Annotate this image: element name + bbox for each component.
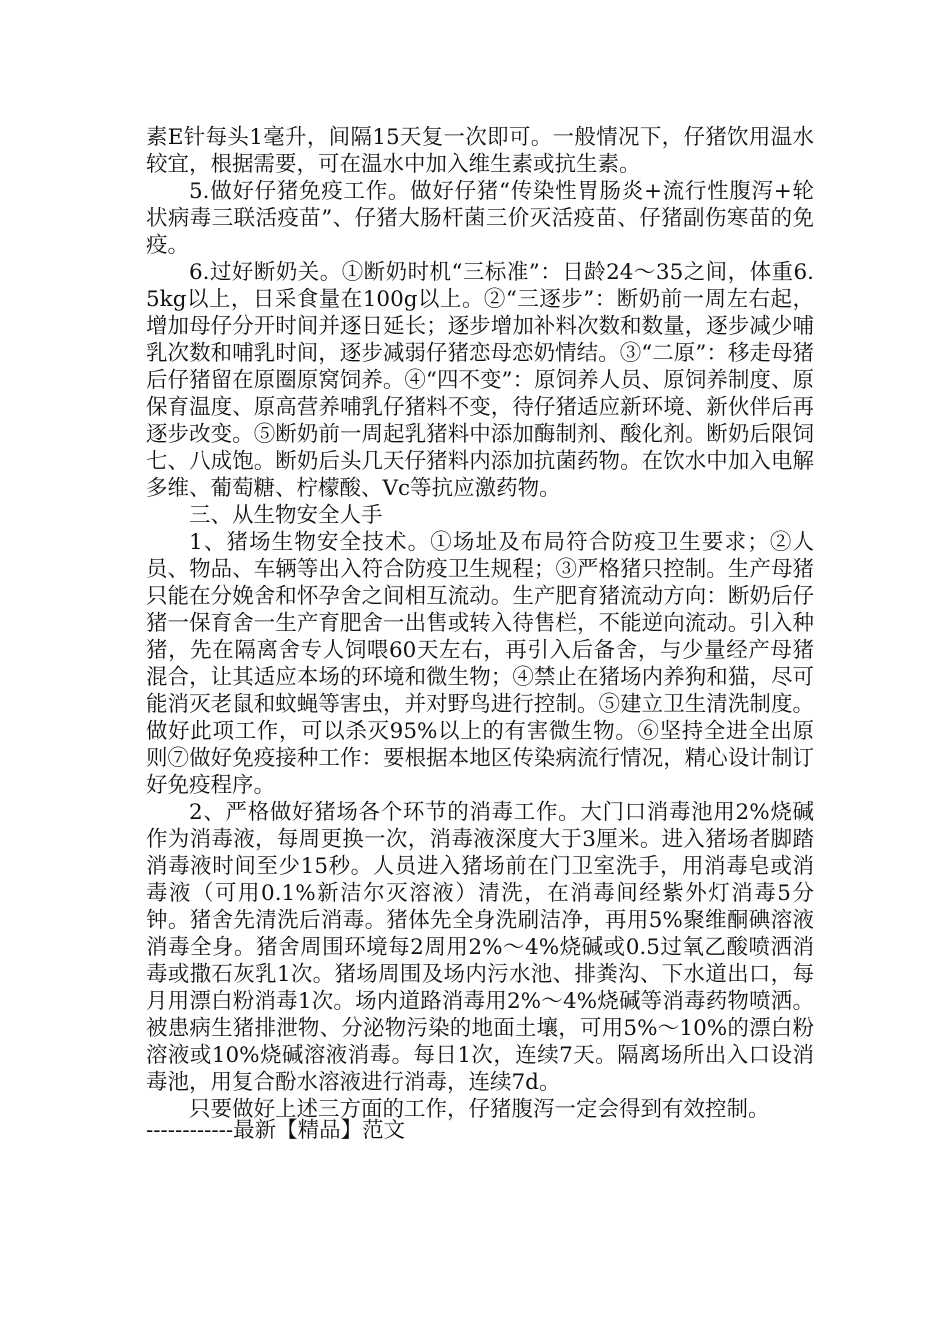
paragraph-weaning: 6.过好断奶关。①断奶时机“三标准”：日龄24～35之间，体重6.5kg以上，日采食量在100g以上。②“三逐步”：断奶前一周左右起，增加母仔分开时间并逐日延长；逐步增加补料次数和数量，逐步减少哺乳次数和哺乳时间，逐步减弱仔猪恋母恋奶情结。③“二原”：移走母猪后仔猪留在原圈原窝饲养。④“四不变”：原饲养人员、原饲养制度、原保育温度、原高营养哺乳仔猪料不变，待仔猪适应新环境、新伙伴后再逐步改变。⑤断奶前一周起乳猪料中添加酶制剂、酸化剂。断奶后限饲七、八成饱。断奶后头几天仔猪料内添加抗菌药物。在饮水中加入电解多维、葡萄糖、柠檬酸、Vc等抗应激药物。 bbox=[146, 260, 814, 501]
paragraph-vitamin-e: 素E针每头1毫升，间隔15天复一次即可。一般情况下，仔猪饮用温水较宜，根据需要，可在温水中加入维生素或抗生素。 bbox=[146, 125, 814, 177]
section-heading-biosecurity: 三、从生物安全人手 bbox=[189, 503, 383, 528]
paragraph-biosecurity-technology: 1、猪场生物安全技术。①场址及布局符合防疫卫生要求；②人员、物品、车辆等出入符合防疫卫生规程；③严格猪只控制。生产母猪只能在分娩舍和怀孕舍之间相互流动。生产肥育猪流动方向：断奶后仔猪一保育舍一生产育肥舍一出售或转入待售栏，不能逆向流动。引入种猪，先在隔离舍专人饲喂60天左右，再引入后备舍，与少量经产母猪混合，让其适应本场的环境和微生物；④禁止在猪场内养狗和猫，尽可能消灭老鼠和蚊蝇等害虫，并对野鸟进行控制。⑤建立卫生清洗制度。做好此项工作，可以杀灭95%以上的有害微生物。⑥坚持全进全出原则⑦做好免疫接种工作：要根据本地区传染病流行情况，精心设计制订好免疫程序。 bbox=[146, 530, 814, 798]
paragraph-immunization: 5.做好仔猪免疫工作。做好仔猪“传染性胃肠炎+流行性腹泻+轮状病毒三联活疫苗”、仔猪大肠杆菌三价灭活疫苗、仔猪副伤寒苗的免疫。 bbox=[146, 179, 814, 258]
document-body bbox=[146, 124, 814, 1123]
footer-text: ------------最新【精品】范文 bbox=[146, 1118, 406, 1143]
paragraph-disinfection: 2、严格做好猪场各个环节的消毒工作。大门口消毒池用2%烧碱作为消毒液，每周更换一次，消毒液深度大于3厘米。进入猪场者脚踏消毒液时间至少15秒。人员进入猪场前在门卫室洗手，用消毒皂或消毒液（可用0.1%新洁尔灭溶液）清洗，在消毒间经紫外灯消毒5分钟。猪舍先清洗后消毒。猪体先全身洗刷洁净，再用5%聚维酮碘溶液消毒全身。猪舍周围环境每2周用2%～4%烧碱或0.5过氧乙酸喷洒消毒或撒石灰乳1次。猪场周围及场内污水池、排粪沟、下水道出口，每月用漂白粉消毒1次。场内道路消毒用2%～4%烧碱等消毒药物喷洒。被患病生猪排泄物、分泌物污染的地面土壤，可用5%～10%的漂白粉溶液或10%烧碱溶液消毒。每日1次，连续7天。隔离场所出入口设消毒池，用复合酚水溶液进行消毒，连续7d。 bbox=[146, 800, 814, 1095]
paragraph-conclusion: 只要做好上述三方面的工作，仔猪腹泻一定会得到有效控制。 bbox=[189, 1097, 770, 1122]
